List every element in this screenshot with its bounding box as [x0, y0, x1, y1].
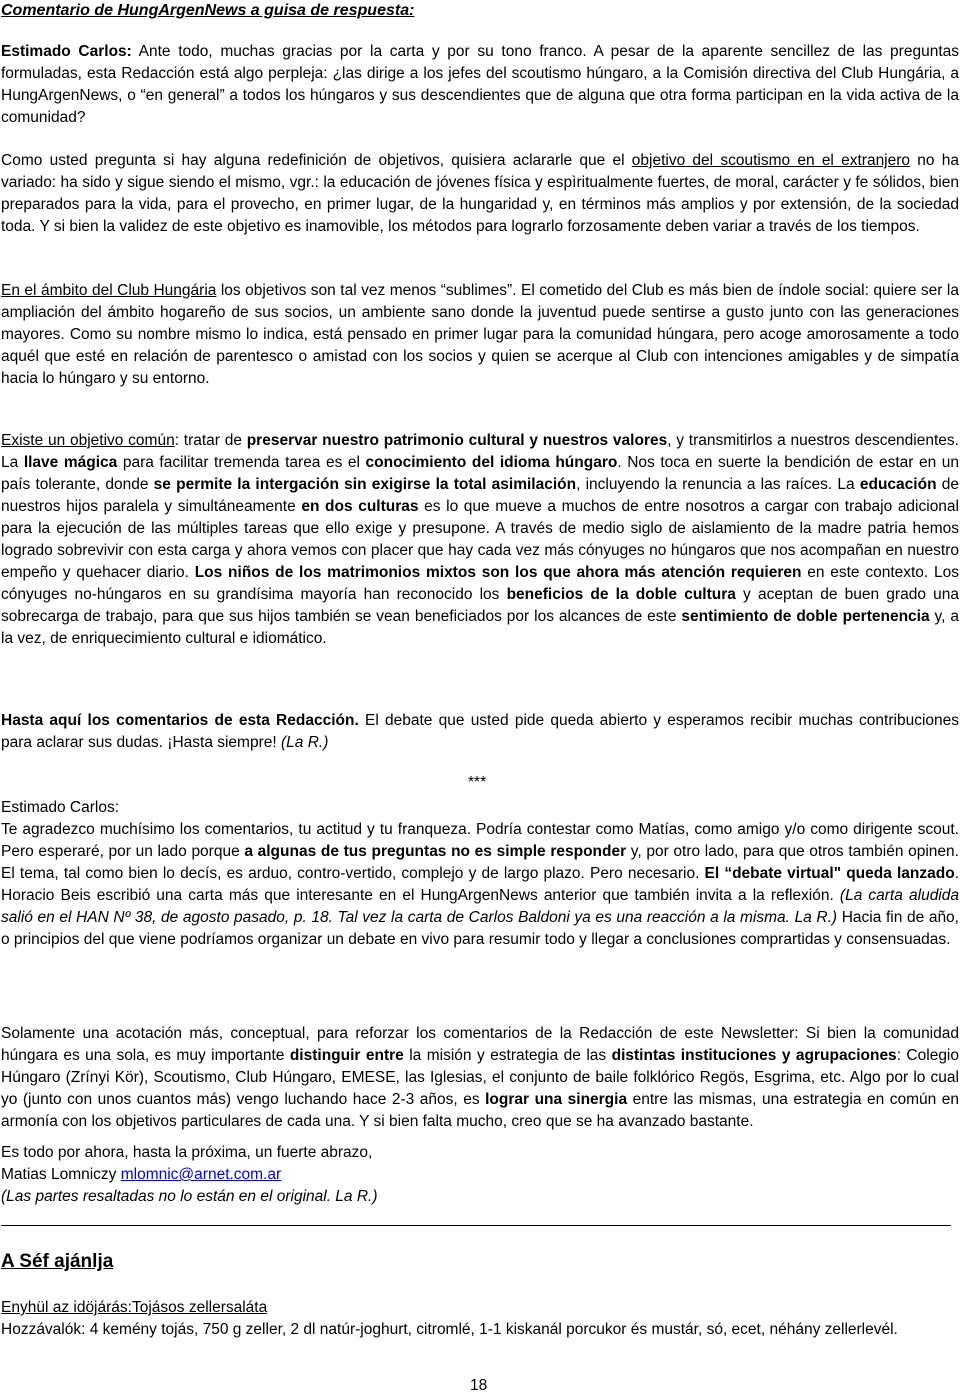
bold-text: lograr una sinergia — [485, 1091, 628, 1108]
paragraph-text: El debate que usted pide queda abierto y esperamos recibir muchas contribuciones para aclarar sus dudas. ¡Hasta siempre! — [1, 712, 959, 751]
underlined-text: En el ámbito del Club Hungária — [1, 282, 217, 299]
article-paragraph-5 — [1, 710, 959, 754]
paragraph-text: . Nos toca en suerte la bendición de estar en un país tolerante, donde — [1, 454, 960, 493]
letter-greeting: Estimado Carlos: — [1, 799, 120, 816]
signature-name: Matias Lomniczy — [1, 1166, 121, 1183]
paragraph-text: y, por otro lado, para que otros también opinen. El tema, tal como bien lo decís, es arduo, contro-vertido, complejo y de largo plazo. Pero necesario. — [1, 843, 959, 882]
bold-text: Los niños de los matrimonios mixtos son los que ahora más atención requieren — [194, 564, 802, 581]
article-title: Comentario de HungArgenNews a guisa de respuesta: — [1, 2, 415, 19]
paragraph-text: . Horacio Beis escribió una carta más que interesante en el HungArgenNews anterior que también invita a la reflexión. — [1, 865, 959, 904]
paragraph-text: y, a la vez, de enriquecimiento cultural e idiomático. — [1, 608, 960, 647]
underlined-text: Existe un objetivo común — [1, 432, 175, 449]
bold-text: llave mágica — [23, 454, 118, 471]
bold-text: distintas instituciones y agrupaciones — [611, 1047, 897, 1064]
letter-paragraph-2 — [1, 1023, 959, 1133]
page-number: 18 — [470, 1377, 488, 1394]
bold-text: en dos culturas — [301, 498, 419, 515]
italic-text: (La carta aludida salió en el HAN Nº 38, de agosto pasado, p. 18. Tal vez la carta de Carlos Baldoni ya es una reacción a la misma. La R.) — [1, 887, 959, 926]
paragraph-text: , incluyendo la renuncia a las raíces. La — [576, 476, 860, 493]
letter-closing: Es todo por ahora, hasta la próxima, un fuerte abrazo, — [1, 1144, 373, 1161]
underlined-text: objetivo del scoutismo en el extranjero — [631, 152, 911, 169]
bold-text: educación — [859, 476, 937, 493]
paragraph-text: Te agradezco muchísimo los comentarios, tu actitud y tu franqueza. Podría contestar como Matías, como amigo y/o como dirigente scout. Pero esperaré, por un lado porque — [1, 821, 959, 860]
bold-text: distinguir entre — [289, 1047, 404, 1064]
email-link[interactable]: mlomnic@arnet.com.ar — [120, 1166, 282, 1183]
article-paragraph-4 — [1, 430, 959, 650]
greeting-bold: Estimado Carlos: — [1, 43, 132, 60]
paragraph-text: entre las mismas, una estrategia en común en armonía con los objetivos particulares de cada una. Y si bien falta mucho, creo que se ha avanzado bastante. — [1, 1091, 959, 1130]
paragraph-text: de nuestros hijos paralela y simultáneamente — [1, 476, 959, 515]
letter-signature — [1, 1164, 959, 1186]
letter-paragraph-1 — [1, 819, 959, 951]
paragraph-text: Ante todo, muchas gracias por la carta y por su tono franco. A pesar de la aparente sencillez de las preguntas formuladas, esta Redacción está algo perpleja: ¿las dirige a los jefes del scoutismo húngaro, a la Comisión directiva del Club Hungária, a HungArgenNews, o “en general” a todos los húngaros y sus descendientes que de alguna que otra forma participan en la vida activa de la comunidad? — [1, 43, 959, 126]
paragraph-text: en este contexto. Los cónyuges no-húngaros en su grandísima mayoría han reconocido los — [1, 564, 959, 603]
bold-text: El “debate virtual" queda lanzado — [704, 865, 955, 882]
paragraph-text: para facilitar tremenda tarea es el — [117, 454, 366, 471]
bold-text: sentimiento de doble pertenencia — [681, 608, 930, 625]
article-paragraph-3 — [1, 280, 959, 390]
recipe-ingredients: Hozzávalók: 4 kemény tojás, 750 g zeller, 2 dl natúr-joghurt, citromlé, 1-1 kiskanál porcukor és mustár, só, ecet, néhány zellerlevél. — [1, 1321, 898, 1338]
paragraph-text: : tratar de — [174, 432, 247, 449]
bold-text: beneficios de la doble cultura — [506, 586, 736, 603]
article-paragraph-2 — [1, 150, 959, 238]
paragraph-text: no ha variado: ha sido y sigue siendo el mismo, vgr.: la educación de jóvenes física y espìritualmente fuertes, de moral, carácter y fe sólidos, bien preparados para la vida, para el provecho, en primer lugar, de la hungaridad y, en términos más amplios y por extensión, de la sociedad toda. Y si bien la validez de este objetivo es inamovible, los métodos para lograrlo forzosamente deben variar a través de los tiempos. — [1, 152, 959, 235]
bold-text: preservar nuestro patrimonio cultural y nuestros valores — [246, 432, 668, 449]
paragraph-text: es lo que mueve a muchos de entre nosotros a cargar con trabajo adicional para la ejecución de las múltiples tareas que ello exige y presupone. A través de medio siglo de aislamiento de la madre patria hemos logrado sobrevivir con esta carga y ahora vemos con placer que hay cada vez más cónyuges no húngaros que nos acompañan en nuestro empeño y quehacer diario. — [1, 498, 959, 581]
paragraph-text: Hacia fin de año, o principios del que viene podríamos organizar un debate en vivo para resumir todo y llegar a conclusiones comprartidas y consensuadas. — [1, 909, 959, 948]
paragraph-text: y aceptan de buen grado una sobrecarga de trabajo, para que sus hijos también se vean beneficiados por los alcances de este — [1, 586, 959, 625]
paragraph-text: la misión y estrategia de las — [403, 1047, 612, 1064]
divider-line — [1, 1225, 951, 1226]
recipe-subheading: Enyhül az idöjárás:Tojásos zellersaláta — [1, 1299, 268, 1316]
section-separator: *** — [468, 774, 487, 791]
recipe-heading: A Séf ajánlja — [1, 1251, 114, 1272]
bold-text: se permite la intergación sin exigirse la total asimilación — [153, 476, 577, 493]
editor-note: (Las partes resaltadas no lo están en el original. La R.) — [1, 1188, 378, 1205]
paragraph-text: los objetivos son tal vez menos “sublimes”. El cometido del Club es más bien de índole social: quiere ser la ampliación del ámbito hogareño de sus socios, un ambiente sano donde la juventud puede sentirse a gusto junto con las generaciones mayores. Como su nombre mismo lo indica, está pensado en primer lugar para la comunidad húngara, pero acoge amorosamente a todo aquél que esté en relación de parentesco o amistad con los socios y quien se acerque al Club con intenciones amigables y de simpatía hacia lo húngaro y su entorno. — [1, 282, 959, 387]
paragraph-text: , y transmitirlos a nuestros descendientes. La — [1, 432, 959, 471]
paragraph-text: Como usted pregunta si hay alguna redefinición de objetivos, quisiera aclararle que el — [1, 152, 632, 169]
bold-text: a algunas de tus preguntas no es simple responder — [244, 843, 627, 860]
bold-text: conocimiento del idioma húngaro — [365, 454, 618, 471]
paragraph-text: Solamente una acotación más, conceptual, para reforzar los comentarios de la Redacción de este Newsletter: Si bien la comunidad húngara es una sola, es muy importante — [1, 1025, 959, 1064]
paragraph-text: : Colegio Húngaro (Zrínyi Kör), Scoutismo, Club Húngaro, EMESE, las Iglesias, el conjunto de baile folklórico Regös, Esgrima, etc. Algo por lo cual yo (junto con unos cuantos más) vengo luchando hace 2-3 años, es — [1, 1047, 959, 1108]
italic-text: (La R.) — [280, 734, 329, 751]
bold-text: Hasta aquí los comentarios de esta Redacción. — [1, 712, 359, 729]
article-paragraph-1 — [1, 41, 959, 129]
